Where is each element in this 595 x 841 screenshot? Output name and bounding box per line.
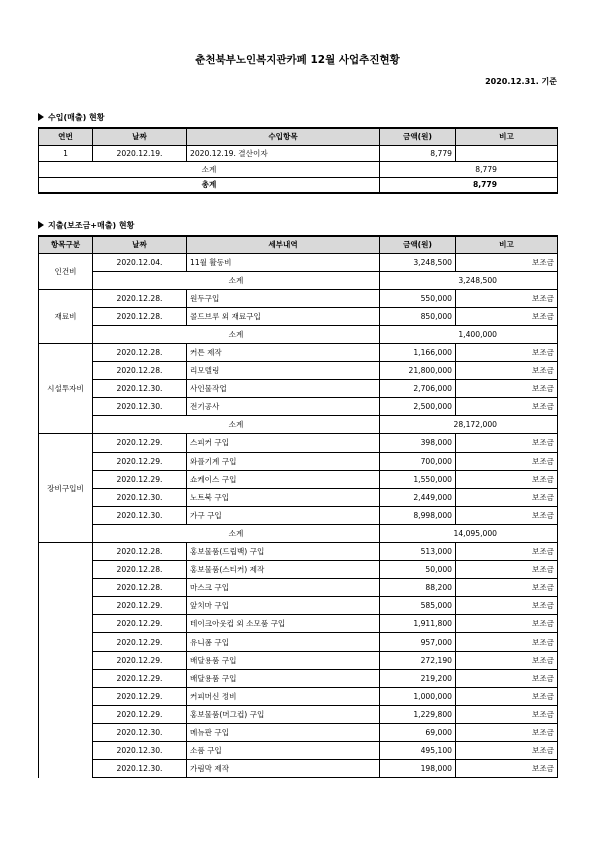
- cell-note: 보조금: [456, 488, 558, 506]
- subtotal-row: [39, 524, 558, 542]
- subtotal-row: [39, 271, 558, 289]
- cell-amount: 700,000: [380, 452, 456, 470]
- income-header-row: [39, 128, 558, 145]
- table-row: [39, 669, 558, 687]
- col-header-amount: 금액(원): [380, 128, 456, 145]
- page-title: 춘천북부노인복지관카페 12월 사업추진현황: [195, 54, 400, 66]
- cell-date: 2020.12.29.: [93, 615, 187, 633]
- cell-note: 보조금: [456, 398, 558, 416]
- subtotal-label: 소계: [93, 416, 380, 434]
- table-row: [39, 579, 558, 597]
- col-header-category: 항목구분: [39, 236, 93, 253]
- total-label: 총계: [39, 177, 380, 193]
- subtotal-label: 소계: [39, 161, 380, 177]
- table-row: [39, 253, 558, 271]
- cell-date: 2020.12.28.: [93, 362, 187, 380]
- cell-detail: 11월 활동비: [187, 253, 380, 271]
- table-row: [39, 362, 558, 380]
- income-heading-text: 수입(매출) 현황: [48, 113, 105, 122]
- cell-amount: 957,000: [380, 633, 456, 651]
- cell-date: 2020.12.30.: [93, 760, 187, 778]
- cell-date: 2020.12.29.: [93, 470, 187, 488]
- income-table: [38, 127, 558, 194]
- table-row: [39, 561, 558, 579]
- cell-detail: 홍보물품(스티커) 제작: [187, 561, 380, 579]
- cell-detail: 커튼 제작: [187, 343, 380, 361]
- cell-item: 2020.12.19. 결산이자: [187, 145, 380, 161]
- cell-amount: 8,998,000: [380, 506, 456, 524]
- income-section-heading: [38, 112, 104, 123]
- cell-note: 보조금: [456, 597, 558, 615]
- cell-date: 2020.12.29.: [93, 651, 187, 669]
- subtotal-label: 소계: [93, 271, 380, 289]
- cell-note: 보조금: [456, 289, 558, 307]
- cell-category: [39, 543, 93, 778]
- cell-detail: 쇼케이스 구입: [187, 470, 380, 488]
- cell-amount: 550,000: [380, 289, 456, 307]
- table-row: [39, 452, 558, 470]
- cell-detail: 마스크 구입: [187, 579, 380, 597]
- subtotal-value: 1,400,000: [380, 325, 558, 343]
- cell-note: 보조금: [456, 723, 558, 741]
- table-row: [39, 488, 558, 506]
- table-row: [39, 470, 558, 488]
- cell-detail: 앞치마 구입: [187, 597, 380, 615]
- cell-detail: 가구 구입: [187, 506, 380, 524]
- cell-date: 2020.12.29.: [93, 633, 187, 651]
- cell-note: 보조금: [456, 633, 558, 651]
- table-row: [39, 705, 558, 723]
- cell-detail: 원두구입: [187, 289, 380, 307]
- cell-note: 보조금: [456, 760, 558, 778]
- table-row: [39, 543, 558, 561]
- cell-detail: 리모델링: [187, 362, 380, 380]
- cell-note: 보조금: [456, 343, 558, 361]
- table-row: [39, 380, 558, 398]
- cell-date: 2020.12.29.: [93, 669, 187, 687]
- cell-note: 보조금: [456, 615, 558, 633]
- cell-date: 2020.12.30.: [93, 742, 187, 760]
- cell-amount: 21,800,000: [380, 362, 456, 380]
- table-row: [39, 723, 558, 741]
- cell-amount: 8,779: [380, 145, 456, 161]
- cell-detail: 홍보물품(머그컵) 구입: [187, 705, 380, 723]
- table-row: [39, 651, 558, 669]
- cell-amount: 398,000: [380, 434, 456, 452]
- cell-note: 보조금: [456, 669, 558, 687]
- cell-note: 보조금: [456, 742, 558, 760]
- cell-amount: 198,000: [380, 760, 456, 778]
- table-row: [39, 597, 558, 615]
- cell-amount: 2,500,000: [380, 398, 456, 416]
- cell-amount: 513,000: [380, 543, 456, 561]
- cell-amount: 1,911,800: [380, 615, 456, 633]
- expense-section-heading: [38, 220, 134, 231]
- table-row: [39, 633, 558, 651]
- cell-detail: 콜드브루 외 재료구입: [187, 307, 380, 325]
- cell-detail: 가림막 제작: [187, 760, 380, 778]
- subtotal-value: 3,248,500: [380, 271, 558, 289]
- cell-date: 2020.12.28.: [93, 343, 187, 361]
- cell-date: 2020.12.29.: [93, 687, 187, 705]
- cell-amount: 272,190: [380, 651, 456, 669]
- table-row: [39, 742, 558, 760]
- cell-note: 보조금: [456, 307, 558, 325]
- table-row: [39, 289, 558, 307]
- col-header-item: 수입항목: [187, 128, 380, 145]
- cell-date: 2020.12.30.: [93, 398, 187, 416]
- cell-category: 인건비: [39, 253, 93, 289]
- cell-date: 2020.12.04.: [93, 253, 187, 271]
- subtotal-label: 소계: [93, 325, 380, 343]
- cell-detail: 메뉴판 구입: [187, 723, 380, 741]
- cell-date: 2020.12.29.: [93, 597, 187, 615]
- table-row: [39, 687, 558, 705]
- cell-note: 보조금: [456, 651, 558, 669]
- cell-amount: 850,000: [380, 307, 456, 325]
- cell-note: 보조금: [456, 506, 558, 524]
- cell-detail: 커피머신 정비: [187, 687, 380, 705]
- cell-date: 2020.12.29.: [93, 452, 187, 470]
- expense-table: [38, 235, 558, 778]
- cell-detail: 테이크아웃컵 외 소모품 구입: [187, 615, 380, 633]
- table-row: [39, 343, 558, 361]
- cell-amount: 585,000: [380, 597, 456, 615]
- cell-amount: 1,550,000: [380, 470, 456, 488]
- cell-note: 보조금: [456, 470, 558, 488]
- col-header-note: 비고: [456, 128, 558, 145]
- total-row: [39, 177, 558, 193]
- cell-note: 보조금: [456, 579, 558, 597]
- cell-detail: 스피커 구입: [187, 434, 380, 452]
- subtotal-row: [39, 416, 558, 434]
- table-row: [39, 145, 558, 161]
- cell-date: 2020.12.28.: [93, 543, 187, 561]
- cell-amount: 1,000,000: [380, 687, 456, 705]
- col-header-date: 날짜: [93, 236, 187, 253]
- cell-amount: 88,200: [380, 579, 456, 597]
- cell-date: 2020.12.30.: [93, 380, 187, 398]
- expense-header-row: [39, 236, 558, 253]
- cell-detail: 유니폼 구입: [187, 633, 380, 651]
- col-header-date: 날짜: [93, 128, 187, 145]
- cell-date: 2020.12.29.: [93, 705, 187, 723]
- as-of-date: 2020.12.31. 기준: [485, 77, 557, 86]
- cell-note: 보조금: [456, 705, 558, 723]
- cell-note: [456, 145, 558, 161]
- cell-amount: 50,000: [380, 561, 456, 579]
- cell-date: 2020.12.30.: [93, 723, 187, 741]
- col-header-detail: 세부내역: [187, 236, 380, 253]
- expense-table-body: [39, 253, 558, 778]
- cell-amount: 495,100: [380, 742, 456, 760]
- table-row: [39, 434, 558, 452]
- cell-detail: 배달용품 구입: [187, 651, 380, 669]
- table-row: [39, 615, 558, 633]
- triangle-bullet-icon: [38, 113, 44, 121]
- cell-date: 2020.12.28.: [93, 579, 187, 597]
- table-row: [39, 398, 558, 416]
- cell-date: 2020.12.28.: [93, 307, 187, 325]
- cell-detail: 소품 구입: [187, 742, 380, 760]
- cell-amount: 219,200: [380, 669, 456, 687]
- col-header-amount: 금액(원): [380, 236, 456, 253]
- cell-note: 보조금: [456, 561, 558, 579]
- cell-date: 2020.12.30.: [93, 506, 187, 524]
- cell-note: 보조금: [456, 380, 558, 398]
- cell-amount: 2,706,000: [380, 380, 456, 398]
- subtotal-label: 소계: [93, 524, 380, 542]
- cell-date: 2020.12.28.: [93, 561, 187, 579]
- col-header-no: 연번: [39, 128, 93, 145]
- cell-note: 보조금: [456, 434, 558, 452]
- cell-amount: 1,166,000: [380, 343, 456, 361]
- cell-amount: 1,229,800: [380, 705, 456, 723]
- cell-amount: 2,449,000: [380, 488, 456, 506]
- subtotal-value: 8,779: [380, 161, 558, 177]
- triangle-bullet-icon: [38, 221, 44, 229]
- cell-detail: 배달용품 구입: [187, 669, 380, 687]
- cell-detail: 전기공사: [187, 398, 380, 416]
- table-row: [39, 307, 558, 325]
- cell-note: 보조금: [456, 362, 558, 380]
- cell-detail: 와플기계 구입: [187, 452, 380, 470]
- cell-note: 보조금: [456, 452, 558, 470]
- cell-note: 보조금: [456, 543, 558, 561]
- cell-date: 2020.12.28.: [93, 289, 187, 307]
- subtotal-row: [39, 325, 558, 343]
- col-header-note: 비고: [456, 236, 558, 253]
- cell-no: 1: [39, 145, 93, 161]
- cell-date: 2020.12.29.: [93, 434, 187, 452]
- cell-detail: 노트북 구입: [187, 488, 380, 506]
- expense-heading-text: 지출(보조금+매출) 현황: [48, 221, 135, 230]
- cell-category: 재료비: [39, 289, 93, 343]
- subtotal-row: [39, 161, 558, 177]
- cell-category: 장비구입비: [39, 434, 93, 543]
- cell-detail: 홍보물품(드립백) 구입: [187, 543, 380, 561]
- subtotal-value: 28,172,000: [380, 416, 558, 434]
- cell-date: 2020.12.19.: [93, 145, 187, 161]
- cell-note: 보조금: [456, 687, 558, 705]
- cell-amount: 3,248,500: [380, 253, 456, 271]
- table-row: [39, 760, 558, 778]
- cell-amount: 69,000: [380, 723, 456, 741]
- table-row: [39, 506, 558, 524]
- cell-date: 2020.12.30.: [93, 488, 187, 506]
- cell-detail: 사인물작업: [187, 380, 380, 398]
- cell-category: 시설투자비: [39, 343, 93, 433]
- subtotal-value: 14,095,000: [380, 524, 558, 542]
- cell-note: 보조금: [456, 253, 558, 271]
- total-value: 8,779: [380, 177, 558, 193]
